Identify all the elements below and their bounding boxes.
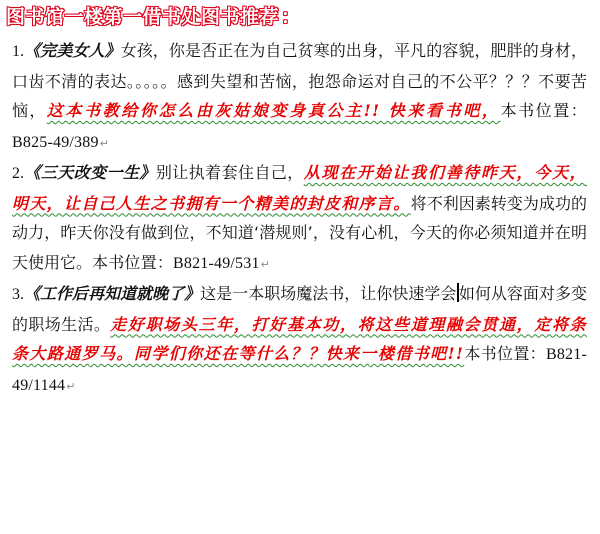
book-description-continued: 将不利因素转变为成功的动力，昨天你没有做到位，不知道 (12, 193, 587, 242)
heading-text: 图书馆一楼第一借书处图书推荐 (6, 5, 280, 28)
paragraph-mark-icon: ↵ (99, 136, 109, 150)
heading-colon: ： (281, 5, 301, 28)
item-number: 2. (12, 165, 24, 182)
document-body[interactable] (12, 36, 587, 401)
book-item-2 (12, 158, 587, 279)
book-description: 别让执着套住自己， (155, 163, 304, 182)
book-item-1 (12, 36, 587, 158)
call-number: 本书位置：B825-49/389 (12, 103, 587, 151)
book-description-end: ，没有心机，今天的你必须知道并在明天使用它。 (12, 223, 587, 272)
book-title: 《完美女人》 (24, 41, 121, 60)
book-title: 《三天改变一生》 (24, 163, 156, 182)
book-description: 这是一本职场魔法书，让你快速学会 (200, 284, 457, 303)
recommendation-heading (6, 3, 301, 27)
call-number: 本书位置：B821-49/531 (92, 254, 260, 272)
call-number: 本书位置：B821-49/1144 (12, 346, 587, 394)
book-title: 《工作后再知道就晚了》 (24, 284, 201, 303)
promo-text: 这本书教给你怎么由灰姑娘变身真公主!! 快来看书吧， (46, 101, 501, 120)
book-description: 女孩，你是否正在为自己贫寒的出身，平凡的容貌，肥胖的身材，口齿不清的表达。。。。。感到失望和苦恼，抱怨命运对自己的不公平？？？不要苦恼， (12, 41, 587, 120)
paragraph-mark-icon: ↵ (260, 257, 270, 271)
book-item-3 (12, 279, 587, 401)
promo-text: 从现在开始让我们善待昨天，今天，明天，让自己人生之书拥有一个精美的封皮和序言。 (12, 163, 587, 213)
item-number: 3. (12, 286, 24, 303)
item-number: 1. (12, 43, 24, 60)
book-description-continued: 如何从容面对多变的职场生活。 (12, 284, 587, 334)
promo-text: 走好职场头三年，打好基本功，将这些道理融会贯通，定将条条大路通罗马。同学们你还在等什么？？快来一楼借书吧!! (12, 314, 587, 363)
quoted-term: ‘潜规则’ (254, 223, 313, 242)
paragraph-mark-icon: ↵ (66, 379, 76, 393)
